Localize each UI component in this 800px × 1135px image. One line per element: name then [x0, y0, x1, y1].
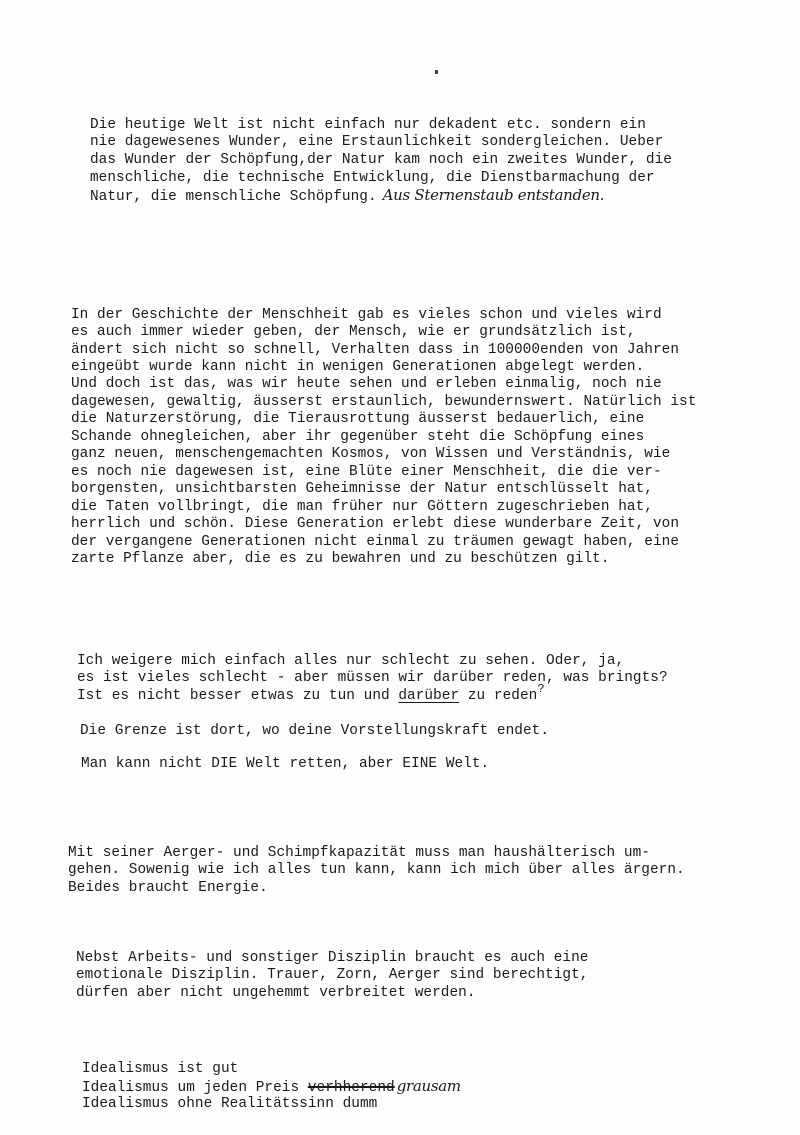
handwritten-correction: grausam	[396, 1077, 461, 1095]
text-line: der vergangene Generationen nicht einmal zu träumen gewagt haben, eine	[71, 534, 680, 550]
struck-word: verhherend	[307, 1080, 395, 1096]
text-line: Nebst Arbeits- und sonstiger Disziplin braucht es auch eine	[76, 950, 589, 966]
text-line: gehen. Sowenig wie ich alles tun kann, kann ich mich über alles ärgern.	[68, 862, 685, 878]
text-segment: Ist es nicht besser etwas zu tun und	[77, 688, 399, 704]
quote-imagination: Die Grenze ist dort, wo deine Vorstellungskraft endet.	[80, 723, 550, 739]
text-line: es ist vieles schlecht - aber müssen wir darüber reden, was bringts?	[77, 670, 668, 686]
text-line: emotionale Disziplin. Trauer, Zorn, Aerger sind berechtigt,	[76, 967, 589, 983]
text-line: Und doch ist das, was wir heute sehen und erleben einmalig, noch nie	[71, 376, 662, 392]
text-line: herrlich und schön. Diese Generation erlebt diese wunderbare Zeit, von	[71, 516, 680, 532]
text-line: eingeübt wurde kann nicht in wenigen Generationen abgelegt werden.	[71, 359, 645, 375]
text-line: dürfen aber nicht ungehemmt verbreitet werden.	[76, 985, 476, 1001]
text-line: borgensten, unsichtbarsten Geheimnisse der Natur entschlüsselt hat,	[71, 481, 653, 497]
text-line: es noch nie dagewesen ist, eine Blüte einer Menschheit, die die ver-	[71, 464, 662, 480]
handwritten-question-mark: ?	[537, 682, 545, 696]
ink-speck	[435, 70, 438, 74]
text-line	[77, 682, 545, 705]
text-line: Ich weigere mich einfach alles nur schlecht zu sehen. Oder, ja,	[77, 653, 625, 669]
text-line: Beides braucht Energie.	[68, 880, 268, 896]
text-line	[90, 187, 604, 206]
text-line: Idealismus ist gut	[82, 1061, 239, 1077]
text-line: dagewesen, gewaltig, äusserst erstaunlich, bewundernswert. Natürlich ist	[71, 394, 697, 410]
text-line: die Taten vollbringt, die man früher nur Göttern zugeschrieben hat,	[71, 499, 653, 515]
text-line: nie dagewesenes Wunder, eine Erstaunlichkeit sondergleichen. Ueber	[90, 134, 664, 150]
quote-save-world: Man kann nicht DIE Welt retten, aber EINE Welt.	[81, 756, 490, 772]
text-line: In der Geschichte der Menschheit gab es vieles schon und vieles wird	[71, 307, 662, 323]
text-line: es auch immer wieder geben, der Mensch, wie er grundsätzlich ist,	[71, 324, 636, 340]
text-line: die Naturzerstörung, die Tierausrottung äusserst bedauerlich, eine	[71, 411, 645, 427]
text-line: Die heutige Welt ist nicht einfach nur dekadent etc. sondern ein	[90, 117, 646, 133]
text-line: Idealismus ohne Realitätssinn dumm	[82, 1096, 378, 1112]
text-segment: Natur, die menschliche Schöpfung.	[90, 189, 377, 205]
text-line: Mit seiner Aerger- und Schimpfkapazität muss man haushälterisch um-	[68, 845, 650, 861]
text-line: zarte Pflanze aber, die es zu bewahren und zu beschützen gilt.	[71, 551, 610, 567]
text-line: menschliche, die technische Entwicklung, die Dienstbarmachung der	[90, 170, 655, 186]
text-line: ändert sich nicht so schnell, Verhalten dass in 100000enden von Jahren	[71, 342, 680, 358]
text-line: das Wunder der Schöpfung,der Natur kam noch ein zweites Wunder, die	[90, 152, 672, 168]
text-segment: Idealismus um jeden Preis	[82, 1080, 308, 1096]
text-line: Schande ohnegleichen, aber ihr gegenüber steht die Schöpfung eines	[71, 429, 645, 445]
text-segment: zu reden	[459, 688, 538, 704]
handwritten-note: Aus Sternenstaub entstanden.	[382, 186, 605, 204]
text-line: ganz neuen, menschengemachten Kosmos, von Wissen und Verständnis, wie	[71, 446, 671, 462]
underlined-word: darüber	[398, 688, 460, 704]
text-line	[82, 1078, 461, 1097]
